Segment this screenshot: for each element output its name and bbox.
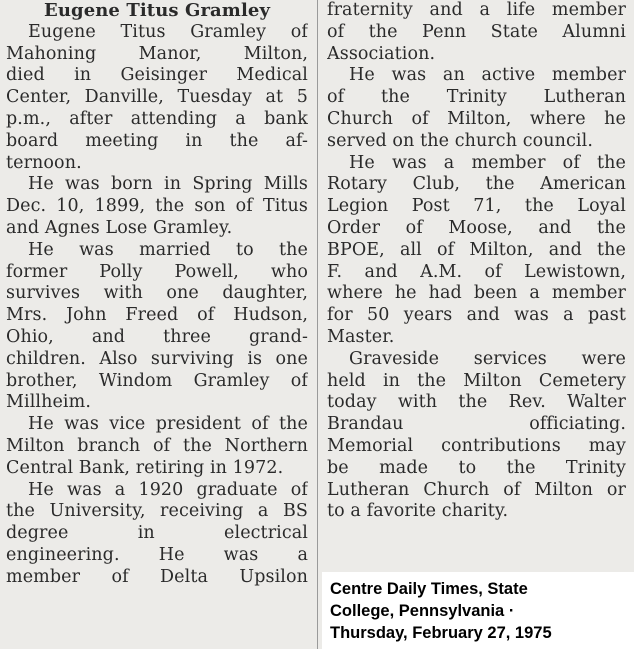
text-line: He was born in Spring Mills <box>28 174 308 195</box>
text-line: fraternity and a life member <box>327 0 626 20</box>
text-line: Eugene Titus Gramley of <box>28 21 308 42</box>
text-line: Church of Milton, where he <box>327 108 626 129</box>
text-line: Mahoning Manor, Milton, <box>6 43 308 64</box>
text-line: and Agnes Lose Gramley. <box>6 217 233 238</box>
obituary-headline: Eugene Titus Gramley <box>44 0 270 21</box>
text-line: brother, Windom Gramley of <box>6 370 308 391</box>
text-line: p.m., after attending a bank <box>6 108 308 129</box>
text-line: died in Geisinger Medical <box>6 65 308 86</box>
text-line: Rotary Club, the American <box>327 174 626 195</box>
text-line: served on the church council. <box>327 130 593 151</box>
text-line: Legion Post 71, the Loyal <box>327 196 626 217</box>
text-line: Memorial contributions may <box>327 435 626 456</box>
text-line: Milton branch of the Northern <box>6 435 308 456</box>
text-line: former Polly Powell, who <box>6 261 308 282</box>
text-line: survives with one daughter, <box>6 283 308 304</box>
text-line: ternoon. <box>6 152 82 173</box>
caption-line-3: Thursday, February 27, 1975 <box>330 624 552 642</box>
source-caption <box>330 578 630 644</box>
text-line: He was married to the <box>28 239 308 260</box>
text-line: Millheim. <box>6 392 91 413</box>
text-line: engineering. He was a <box>6 544 308 565</box>
text-line: F. and A.M. of Lewistown, <box>327 261 626 282</box>
left-column-text <box>6 22 308 589</box>
text-line: Brandau officiating. <box>327 414 626 435</box>
text-line: Center, Danville, Tuesday at 5 <box>6 87 308 108</box>
text-line: Ohio, and three grand- <box>6 326 308 347</box>
right-column-text <box>327 0 626 523</box>
text-line: He was an active member <box>349 65 626 86</box>
text-line: He was a 1920 graduate of <box>28 479 308 500</box>
text-line: held in the Milton Cemetery <box>327 370 626 391</box>
text-line: of the Penn State Alumni <box>327 21 626 42</box>
text-line: BPOE, all of Milton, and the <box>327 239 626 260</box>
text-line: children. Also surviving is one <box>6 348 308 369</box>
text-line: He was vice president of the <box>28 414 308 435</box>
text-line: Master. <box>327 326 395 347</box>
text-line: Mrs. John Freed of Hudson, <box>6 305 308 326</box>
text-line: He was a member of the <box>349 152 626 173</box>
column-divider <box>317 0 318 649</box>
text-line: Graveside services were <box>349 348 626 369</box>
text-line: for 50 years and was a past <box>327 305 626 326</box>
text-line: be made to the Trinity <box>327 457 626 478</box>
text-line: of the Trinity Lutheran <box>327 87 626 108</box>
text-line: where he had been a member <box>327 283 626 304</box>
text-line: member of Delta Upsilon <box>6 566 308 587</box>
left-column <box>6 0 308 589</box>
caption-line-1: Centre Daily Times, State <box>330 580 528 598</box>
text-line: Lutheran Church of Milton or <box>327 479 626 500</box>
right-column <box>327 0 626 523</box>
text-line: degree in electrical <box>6 523 308 544</box>
text-line: board meeting in the af- <box>6 130 308 151</box>
caption-line-2: College, Pennsylvania · <box>330 602 515 620</box>
text-line: to a favorite charity. <box>327 501 509 522</box>
text-line: today with the Rev. Walter <box>327 392 626 413</box>
text-line: Central Bank, retiring in 1972. <box>6 457 284 478</box>
text-line: the University, receiving a BS <box>6 501 308 522</box>
text-line: Order of Moose, and the <box>327 217 626 238</box>
text-line: Dec. 10, 1899, the son of Titus <box>6 196 308 217</box>
text-line: Association. <box>327 43 436 64</box>
